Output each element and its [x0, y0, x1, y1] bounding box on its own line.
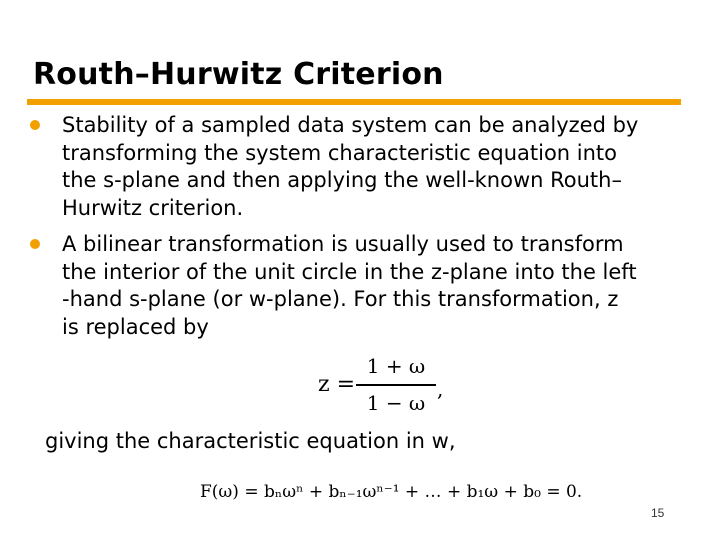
fraction-numerator: 1 + ω	[366, 354, 426, 378]
bullet-line: the interior of the unit circle in the z-plane into the left	[62, 259, 637, 284]
bullet-line: is replaced by	[62, 314, 209, 339]
bullet-line: the s-plane and then applying the well-known Routh–	[62, 168, 622, 192]
bullet-line: Hurwitz criterion.	[62, 195, 244, 220]
bullet-dot-icon	[30, 120, 40, 130]
title-underline	[27, 99, 681, 105]
page-number: 15	[651, 506, 665, 520]
equation-comma: ,	[437, 377, 444, 401]
bullet-line: transforming the system characteristic equation into	[62, 140, 618, 165]
characteristic-equation: F(ω) = bₙωⁿ + bₙ₋₁ωⁿ⁻¹ + … + b₁ω + b₀ = 0.	[200, 482, 583, 502]
equation-lhs: z =	[318, 372, 356, 397]
bullet-line: -hand s-plane (or w-plane). For this transformation, z	[62, 287, 619, 311]
bilinear-transform-equation	[318, 352, 458, 418]
slide-title: Routh–Hurwitz Criterion	[33, 57, 444, 92]
bullet-line: A bilinear transformation is usually used to transform	[62, 232, 624, 256]
giving-text: giving the characteristic equation in w,	[45, 429, 456, 453]
bullet-item-1	[62, 112, 687, 222]
bullet-item-2	[62, 231, 687, 341]
bullet-line: Stability of a sampled data system can be analyzed by	[62, 113, 639, 137]
fraction-denominator: 1 − ω	[366, 390, 426, 415]
fraction-bar	[356, 384, 436, 386]
equation-fraction	[356, 352, 436, 417]
bullet-dot-icon	[30, 239, 40, 249]
